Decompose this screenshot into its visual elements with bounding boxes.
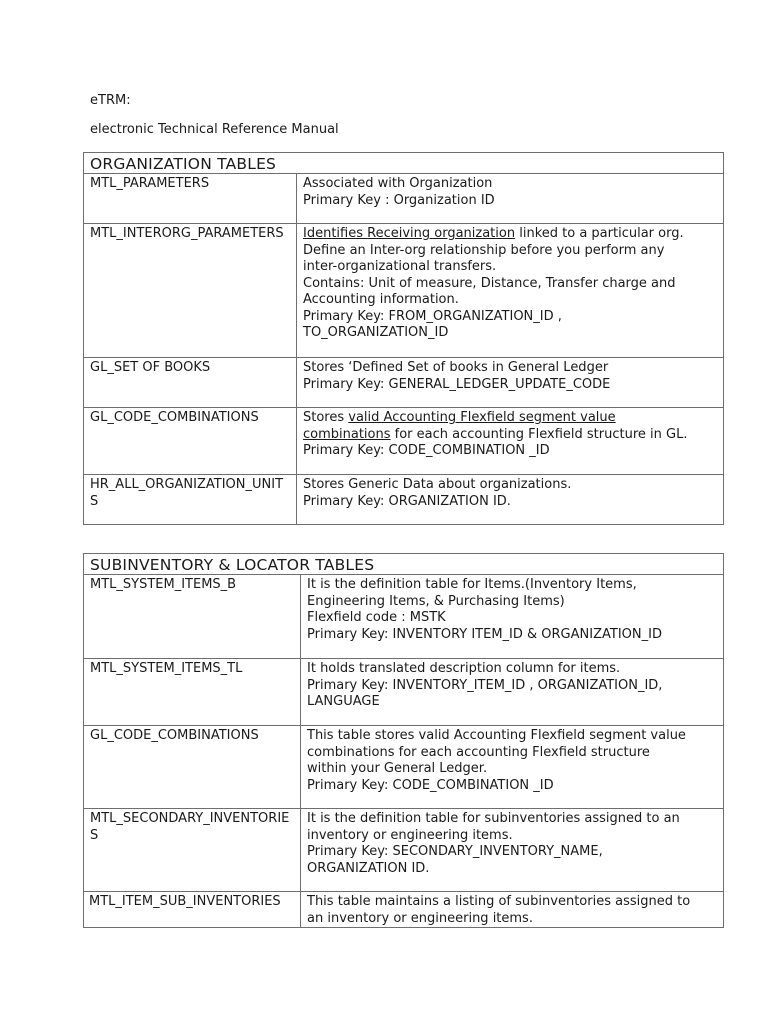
table-name-cell: HR_ALL_ORGANIZATION_UNITS xyxy=(84,475,297,525)
subinventory-locator-tables xyxy=(83,553,724,928)
doc-heading: eTRM: xyxy=(90,93,131,108)
table-name-cell: GL_SET OF BOOKS xyxy=(84,358,297,408)
table-name-cell: GL_CODE_COMBINATIONS xyxy=(84,726,301,809)
table-desc-cell: It holds translated description column for items. Primary Key: INVENTORY_ITEM_ID , ORGANIZATION_ID, LANGUAGE xyxy=(301,659,724,726)
table-desc-cell: Associated with Organization Primary Key : Organization ID xyxy=(297,174,724,224)
table-desc-cell: It is the definition table for Items.(Inventory Items, Engineering Items, & Purchasing Items) Flexfield code : MSTK Primary Key: INVENTORY ITEM_ID & ORGANIZATION_ID xyxy=(301,575,724,659)
table-row xyxy=(84,475,724,525)
table-desc-cell: This table maintains a listing of subinventories assigned to an inventory or engineering items. xyxy=(301,892,724,928)
doc-subheading: electronic Technical Reference Manual xyxy=(90,122,339,137)
table-name-cell: MTL_ITEM_SUB_INVENTORIES xyxy=(84,892,301,928)
underlined-text: valid Accounting Flexfield segment value xyxy=(348,410,616,425)
table-name-cell: MTL_PARAMETERS xyxy=(84,174,297,224)
table-row xyxy=(84,224,724,358)
table-title: SUBINVENTORY & LOCATOR TABLES xyxy=(84,554,724,575)
organization-tables xyxy=(83,152,724,525)
table-name-cell: MTL_SYSTEM_ITEMS_B xyxy=(84,575,301,659)
table-desc-cell: Stores ‘Defined Set of books in General Ledger Primary Key: GENERAL_LEDGER_UPDATE_CODE xyxy=(297,358,724,408)
table-title: ORGANIZATION TABLES xyxy=(84,153,724,174)
table-row xyxy=(84,174,724,224)
table-row xyxy=(84,575,724,659)
underlined-text: Identifies Receiving organization xyxy=(303,226,516,241)
table-row xyxy=(84,358,724,408)
table-name-cell: MTL_SYSTEM_ITEMS_TL xyxy=(84,659,301,726)
table-name-cell: MTL_SECONDARY_INVENTORIES xyxy=(84,809,301,892)
table-name-cell: MTL_INTERORG_PARAMETERS xyxy=(84,224,297,358)
table-desc-cell: Stores Generic Data about organizations. Primary Key: ORGANIZATION ID. xyxy=(297,475,724,525)
table-desc-cell: Identifies Receiving organization linked to a particular org. Define an Inter-org relationship before you perform any inter-organizational transfers. Contains: Unit of measure, Distance, Transfer charge and Accounting information. Primary Key: FROM_ORGANIZATION_ID , TO_ORGANIZATION_ID xyxy=(297,224,724,358)
table-row xyxy=(84,809,724,892)
table-desc-cell: It is the definition table for subinventories assigned to an inventory or engineering items. Primary Key: SECONDARY_INVENTORY_NAME, ORGANIZATION ID. xyxy=(301,809,724,892)
table-desc-cell: Stores valid Accounting Flexfield segment value combinations for each accounting Flexfield structure in GL. Primary Key: CODE_COMBINATION _ID xyxy=(297,408,724,475)
table-row xyxy=(84,892,724,928)
table-name-cell: GL_CODE_COMBINATIONS xyxy=(84,408,297,475)
table-row xyxy=(84,659,724,726)
table-row xyxy=(84,726,724,809)
underlined-text: combinations xyxy=(303,426,391,442)
table-row xyxy=(84,408,724,475)
table-desc-cell: This table stores valid Accounting Flexfield segment value combinations for each accounting Flexfield structure within your General Ledger. Primary Key: CODE_COMBINATION _ID xyxy=(301,726,724,809)
